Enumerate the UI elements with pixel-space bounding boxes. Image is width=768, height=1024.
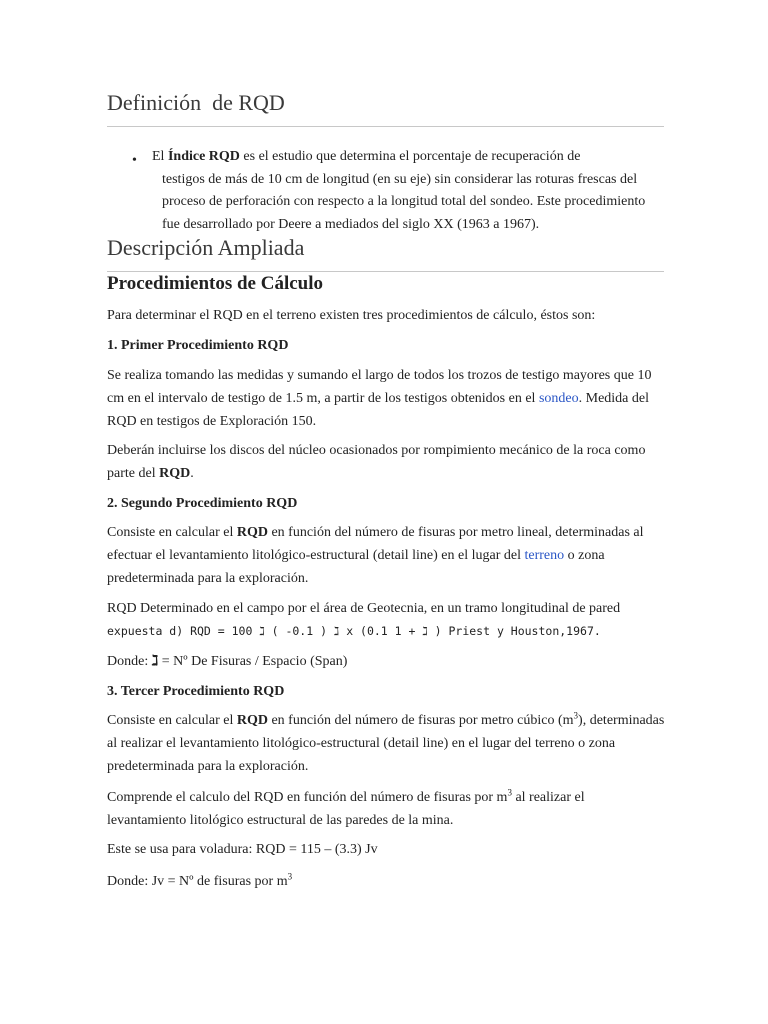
proc3-p4-text-a: Donde: Jv = Nº de fisuras por m [107,874,288,889]
bullet-rest: testigos de más de 10 cm de longitud (en su eje) sin considerar las roturas frescas del proceso de perforación con respecto a la longitud total del sondeo. Este procedimiento fue desarrollado por Deere a mediados del siglo XX (1963 a 1967). [162,171,646,232]
proc3-p2-text-a: Comprende el calculo del RQD en función del número de fisuras por m [107,790,508,805]
proc1-p2-text-b: . [190,466,194,481]
terreno-link[interactable]: terreno [524,548,565,563]
proc3-paragraph-4 [107,870,667,893]
proc3-paragraph-3: Este se usa para voladura: RQD = 115 – (3.3) Jv [107,842,378,857]
proc2-p2-line1: RQD Determinado en el campo por el área de Geotecnia, en un tramo longitudinal de pared [107,601,621,616]
bullet-line1-rest: es el estudio que determina el porcentaje de recuperación de [239,149,581,164]
lambda-symbol: ℷ [151,654,159,669]
sondeo-link[interactable]: sondeo [538,391,579,406]
proc1-heading: 1. Primer Procedimiento RQD [107,338,289,353]
proc2-donde [107,650,667,673]
proc3-p1-text-b: en función del número de fisuras por metro cúbico (m [267,713,574,728]
proc1-paragraph-1 [107,364,667,433]
bullet-bold-term: Índice RQD [167,149,240,164]
rqd-definition-bullet [152,146,662,236]
page-title: Definición de RQD [107,90,285,115]
proc1-paragraph-2 [107,439,667,485]
proc3-p1-text-c: ), determinadas al realizar el levantamiento litológico-estructural (detail line) en el lugar del terreno o zona predeterminada para la exploración. [107,713,665,774]
proc2-paragraph-2 [107,597,667,643]
bullet-prefix: El [152,149,168,164]
rqd-formula: expuesta d) RQD = 100 ℷ ( -0.1 ) ℷ x (0.1 1 + ℷ ) Priest y Houston,1967. [107,624,601,638]
proc3-p1-bold: RQD [236,713,268,728]
proc2-p1-text-c: o zona predeterminada para la exploración. [107,548,605,586]
proc3-p2-text-b: al realizar el levantamiento litológico estructural de las paredes de la mina. [107,790,585,828]
proc3-heading: 3. Tercer Procedimiento RQD [107,684,285,699]
proc3-paragraph-1 [107,709,667,778]
proc1-p1-text-b: . Medida del RQD en testigos de Exploración 150. [107,391,649,429]
proc3-p1-sup: 3 [573,710,579,721]
proc3-p2-sup: 3 [507,787,512,798]
proc1-p2-text-a: Deberán incluirse los discos del núcleo ocasionados por rompimiento mecánico de la roca como parte del [107,443,646,481]
proc2-donde-a: Donde: [107,654,152,669]
section-title-descripcion: Descripción Ampliada [107,235,305,260]
proc2-p1-text-b: en función del número de fisuras por metro lineal, determinadas al efectuar el levantamiento litológico-estructural (detail line) en el lugar del [107,525,644,563]
proc2-p1-bold: RQD [236,525,268,540]
title-divider [107,126,664,127]
proc1-p2-bold: RQD [159,466,191,481]
proc1-p1-text-a: Se realiza tomando las medidas y sumando el largo de todos los trozos de testigo mayores que 10 cm en el intervalo de testigo de 1.5 m, a partir de los testigos obtenidos en el [107,368,652,406]
proc3-p1-text-a: Consiste en calcular el [107,713,237,728]
proc3-paragraph-2 [107,786,667,832]
proc2-paragraph-1 [107,521,667,590]
proc2-p1-text-a: Consiste en calcular el [107,525,237,540]
intro-paragraph: Para determinar el RQD en el terreno existen tres procedimientos de cálculo, éstos son: [107,308,596,323]
proc3-p4-sup: 3 [287,871,293,882]
proc2-heading: 2. Segundo Procedimiento RQD [107,496,298,511]
subheading-procedimientos: Procedimientos de Cálculo [107,273,324,294]
proc2-donde-b: = Nº De Fisuras / Espacio (Span) [158,654,348,669]
bullet-marker: • [132,153,137,168]
